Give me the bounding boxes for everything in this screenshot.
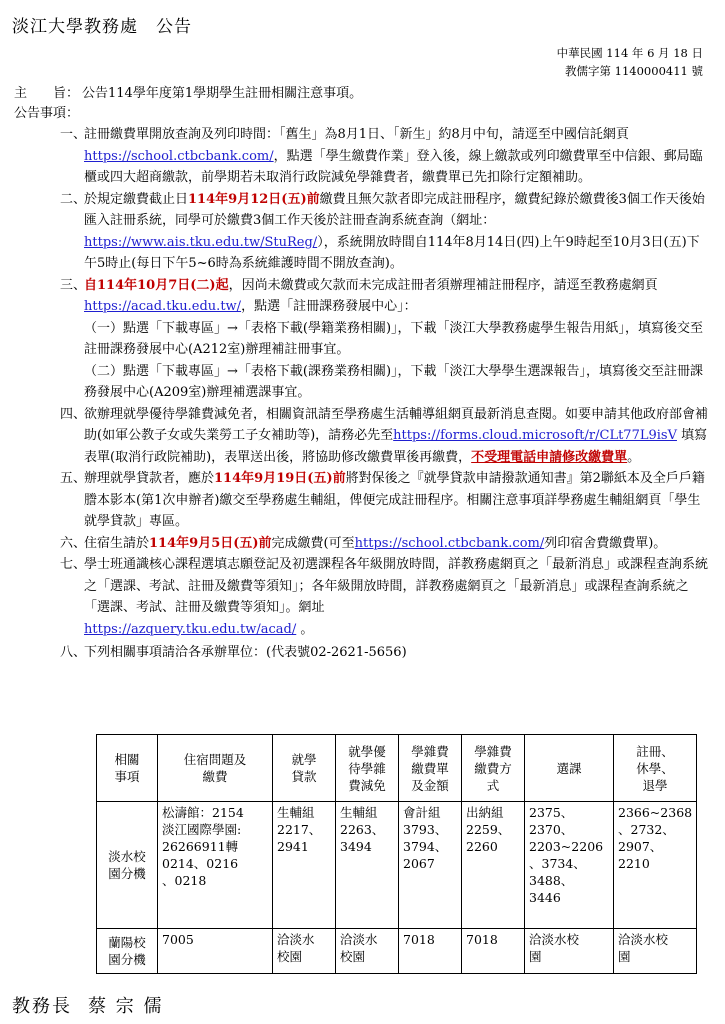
item-number: 二、 (60, 191, 87, 207)
item-number: 一、 (60, 127, 87, 142)
table-row (97, 802, 697, 929)
table-cell: 生輔組 2217、 2941 (273, 802, 336, 929)
item-text: 將對保後之『就學貸款申請撥款通知書』第2聯紙本及全戶戶籍謄本影本(第1次申辦者)繳交至學務處生輔組，俾便完成註冊程序。相關注意事項詳學務處生輔組網頁「學生就學貸款」專區。 (84, 471, 705, 529)
table-header: 相關 事項 (97, 735, 158, 802)
campus-cell: 蘭陽校 園分機 (97, 929, 158, 974)
table-cell: 生輔組 2263、 3494 (336, 802, 399, 929)
announcement-items (60, 124, 710, 664)
table-cell: 2375、 2370、 2203~2206 、3734、 3488、 3446 (525, 802, 614, 929)
item-text: 欲辦理就學優待學雜費減免者，相關資訊請至學務處生活輔導組網頁最新消息查閱。如要申請其他政府部會補助(如軍公教子女或失業勞工子女補助等)，請務必先至 (84, 406, 709, 443)
item-4 (60, 404, 710, 469)
table-cell: 洽淡水校 園 (614, 929, 697, 974)
item-5 (60, 468, 710, 533)
document-header (12, 12, 192, 37)
item-text: 下列相關事項請洽各承辦單位：(代表號02-2621-5656) (84, 645, 407, 660)
item-number: 七、 (60, 557, 87, 572)
table-header: 學雜費 繳費單 及金額 (399, 735, 462, 802)
deadline-highlight: 114年9月19日(五)前 (214, 471, 346, 486)
deadline-highlight: 自114年10月7日(二)起 (84, 277, 229, 293)
item-text: 繳費且無欠款者即完成註冊程序，繳費紀錄於繳費後3個工作天後始匯入註冊系統，同學可於繳費3個工作天後於註冊查詢系統查詢（網址： (84, 191, 705, 228)
subject-line (14, 84, 362, 103)
ctbc-school-link[interactable]: https://school.ctbcbank.com/ (354, 535, 545, 551)
item-text: 學士班通識核心課程選填志願登記及初選課程各年級開放時間，詳教務處網頁之「最新消息」或課程查詢系統之「選課、考試、註冊及繳費等須知」；各年級開放時間，詳教務處網頁之「最新消息」或課程查詢系統之「選課、考試、註冊及繳費等須知」。網址 (84, 557, 709, 615)
table-cell: 7005 (158, 929, 273, 974)
org-name: 淡江大學教務處 (12, 17, 138, 37)
item-text: ，點選「註冊課務發展中心」： (241, 299, 417, 314)
document-meta (557, 44, 703, 80)
table-cell: 洽淡水 校園 (336, 929, 399, 974)
signature (12, 992, 163, 1018)
acad-link[interactable]: https://acad.tku.edu.tw/ (84, 299, 242, 314)
table-cell: 7018 (399, 929, 462, 974)
table-header: 住宿問題及 繳費 (158, 735, 273, 802)
table-header-row (97, 735, 697, 802)
deadline-highlight: 114年9月12日(五)前 (188, 191, 320, 207)
table-cell: 松濤館：2154 淡江國際學園: 26266911轉 0214、0216 、0218 (158, 802, 273, 929)
item-3 (60, 275, 710, 404)
table-cell: 洽淡水 校園 (273, 929, 336, 974)
item-text: 辦理就學貸款者，應於 (84, 471, 215, 486)
table-cell: 出納組 2259、 2260 (462, 802, 525, 929)
item-text: 填寫表單(取消行政院補助)，表單送出後，將協助修改繳費單後再繳費， (84, 428, 708, 465)
item-number: 五、 (60, 471, 87, 486)
item-number: 八、 (60, 645, 87, 660)
table-cell: 會計組 3793、 3794、 2067 (399, 802, 462, 929)
item-text: ），系統開放時間自114年8月14日(四)上午9時起至10月3日(五)下午5時止(每日下午5~6時為系統維護時間不開放查詢)。 (84, 234, 700, 271)
item-8 (60, 642, 710, 664)
item-text: 於規定繳費截止日 (84, 191, 189, 207)
item-2 (60, 189, 710, 275)
warning-highlight: 不受理電話申請修改繳費單 (471, 449, 628, 465)
contacts-table (96, 734, 697, 974)
ctbc-school-link[interactable]: https://school.ctbcbank.com/ (84, 148, 274, 164)
subject-label: 主 旨： (14, 86, 80, 101)
announcement-kind: 公告 (156, 17, 192, 37)
subject-text: 公告114學年度第1學期學生註冊相關注意事項。 (82, 86, 363, 101)
table-header: 選課 (525, 735, 614, 802)
item-text: ，因尚未繳費或欠款而未完成註冊者須辦理補註冊程序，請逕至教務處網頁 (228, 277, 658, 293)
item-text: 註冊繳費單開放查詢及列印時間：「舊生」為8月1日、「新生」約8月中旬，請逕至中國信託網頁 (84, 127, 629, 142)
item-number: 三、 (60, 277, 87, 293)
table-header: 就學 貸款 (273, 735, 336, 802)
stureg-link[interactable]: https://www.ais.tku.edu.tw/StuReg/ (84, 234, 318, 250)
item-text: 完成繳費(可至 (271, 535, 355, 551)
issue-date: 中華民國 114 年 6 月 18 日 (556, 46, 703, 60)
azquery-link[interactable]: https://azquery.tku.edu.tw/acad/ (84, 621, 297, 637)
signatory-name: 蔡 宗 儒 (88, 996, 164, 1017)
items-label: 公告事項： (14, 106, 80, 121)
item-6 (60, 533, 710, 555)
item-number: 六、 (60, 535, 87, 551)
deadline-highlight: 114年9月5日(五)前 (149, 535, 272, 551)
table-row (97, 929, 697, 974)
table-header: 就學優 待學雜 費減免 (336, 735, 399, 802)
item-number: 四、 (60, 406, 87, 422)
signatory-title: 教務長 (12, 996, 72, 1017)
table-cell: 7018 (462, 929, 525, 974)
sub-item-1: （一）點選「下載專區」→「表格下載(學籍業務相關)」，下載「淡江大學教務處學生報告用紙」，填寫後交至註冊課務發展中心(A212室)辦理補註冊事宜。 (84, 320, 704, 357)
table-cell: 2366~2368 、2732、 2907、 2210 (614, 802, 697, 929)
item-text: 列印宿舍費繳費單)。 (544, 535, 667, 551)
item-text: 。 (296, 621, 314, 637)
item-1 (60, 124, 710, 189)
item-text: 住宿生請於 (84, 535, 150, 551)
item-text: ，點選「學生繳費作業」登入後，線上繳款或列印繳費單至中信銀、郵局臨櫃或四大超商繳款，前學期若未取消行政院減免學雜費者，繳費單已先扣除行定額補助。 (84, 148, 703, 185)
table-header: 註冊、 休學、 退學 (614, 735, 697, 802)
table-header: 學雜費 繳費方 式 (462, 735, 525, 802)
item-7 (60, 554, 710, 640)
document-number: 教儒字第 1140000411 號 (565, 64, 703, 78)
sub-item-2: （二）點選「下載專區」→「表格下載(課務業務相關)」，下載「淡江大學學生選課報告」，填寫後交至註冊課務發展中心(A209室)辦理補選課事宜。 (84, 363, 704, 400)
item-text: 。 (627, 449, 641, 465)
campus-cell: 淡水校 園分機 (97, 802, 158, 929)
table-cell: 洽淡水校 園 (525, 929, 614, 974)
forms-link[interactable]: https://forms.cloud.microsoft/r/CLt77L9isV (393, 428, 677, 443)
